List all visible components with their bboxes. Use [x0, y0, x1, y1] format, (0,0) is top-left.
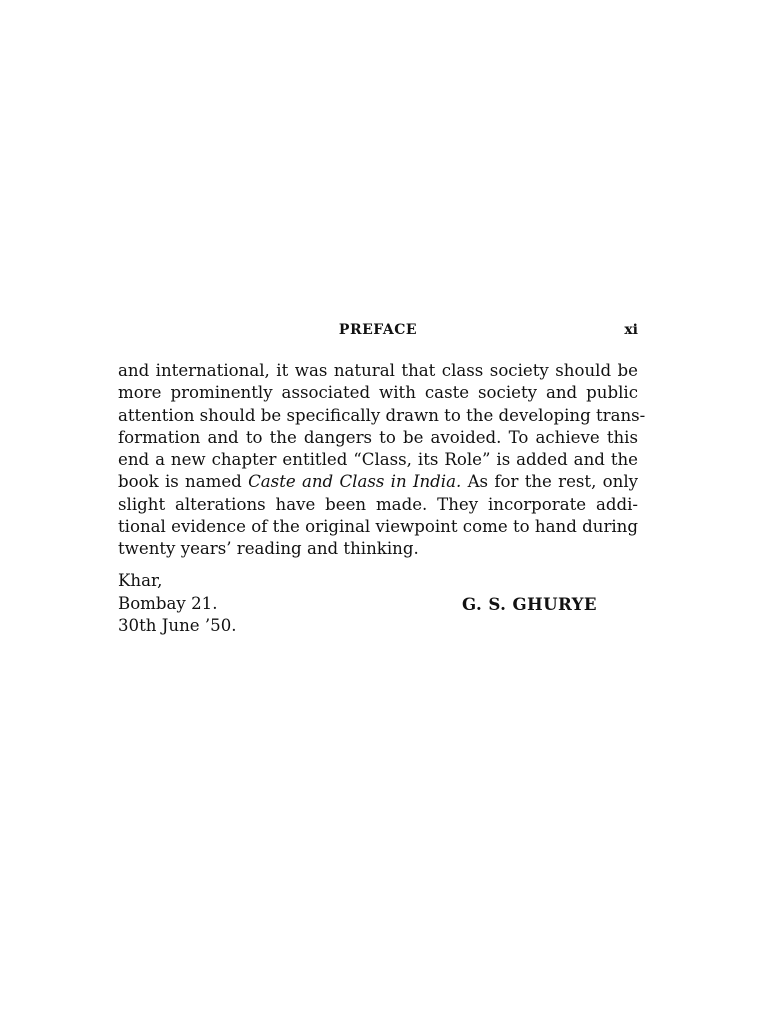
text-line: [118, 494, 638, 516]
text-line: [118, 516, 638, 538]
text-segment: more prominently associated with caste society and public: [118, 383, 638, 403]
text-segment: formation and to the dangers to be avoided. To achieve this: [118, 427, 638, 447]
running-head: [118, 322, 638, 344]
text-segment: twenty years’ reading and thinking.: [118, 539, 419, 559]
running-title: PREFACE: [338, 322, 418, 338]
text-segment: book is named: [118, 472, 249, 492]
preface-paragraph: [118, 360, 646, 561]
text-segment: slight alterations have been made. They incorporate addi-: [118, 494, 638, 514]
text-line: [118, 405, 646, 427]
page-number: xi: [624, 322, 638, 338]
text-line: [118, 471, 638, 493]
text-line: [118, 538, 638, 560]
place-line-1: Khar,: [118, 571, 163, 590]
signoff-block: [118, 570, 638, 638]
text-segment: end a new chapter entitled “Class, its Role” is added and the: [118, 450, 638, 470]
text-segment: attention should be specifically drawn to the developing trans-: [118, 405, 646, 425]
text-segment: As for the rest, only: [461, 472, 639, 492]
text-segment: tional evidence of the original viewpoint come to hand during: [118, 517, 638, 537]
text-line: [118, 449, 638, 471]
text-line: [118, 360, 638, 382]
author-signature: G. S. GHURYE: [462, 593, 597, 614]
text-line: [118, 427, 638, 449]
text-line: [118, 382, 638, 404]
date-line: 30th June ’50.: [118, 616, 237, 635]
place-line-2: Bombay 21.: [118, 593, 218, 613]
text-segment: and international, it was natural that class society should be: [118, 361, 638, 380]
book-title-italic: Caste and Class in India.: [248, 472, 462, 492]
